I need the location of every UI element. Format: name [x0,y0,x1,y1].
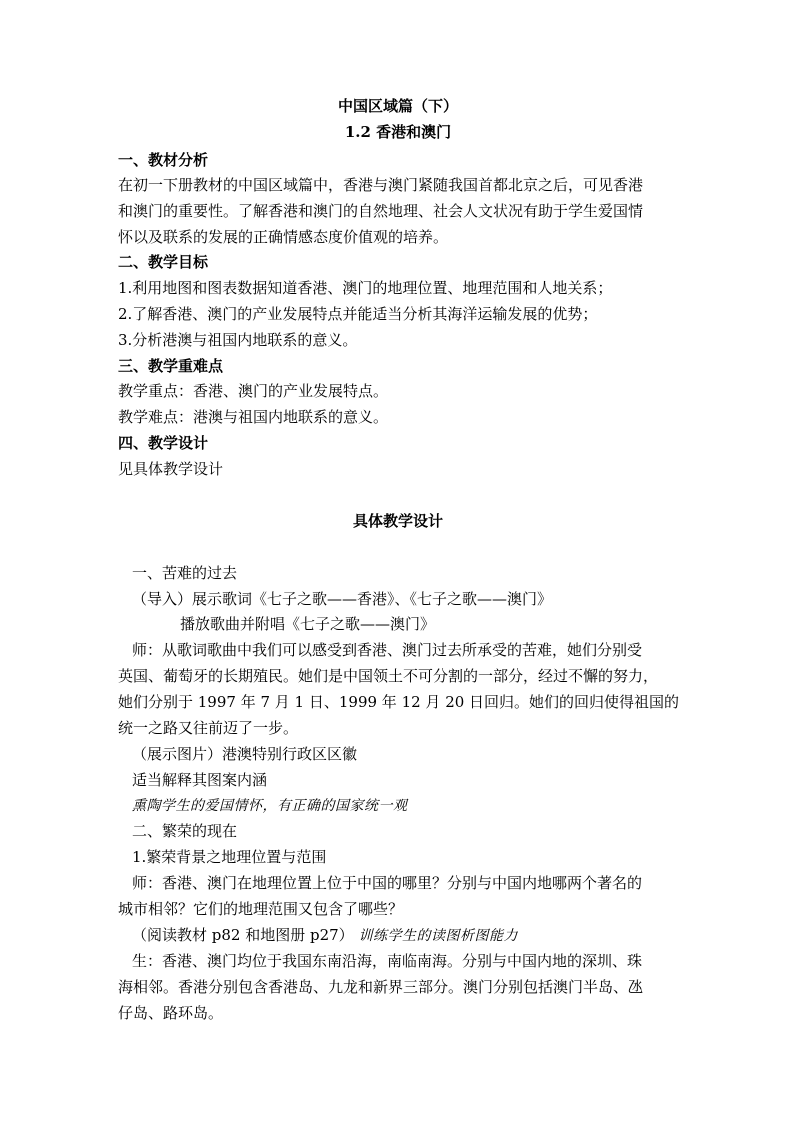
list-item: 3.分析港澳与祖国内地联系的意义。 [118,331,358,349]
paragraph-line: 仔岛、路环岛。 [118,1004,224,1022]
paragraph-line: 城市相邻？它们的地理范围又包含了哪些？ [118,900,404,918]
list-item: 2.了解香港、澳门的产业发展特点并能适当分析其海洋运输发展的优势； [118,305,598,323]
paragraph-line: 和澳门的重要性。了解香港和澳门的自然地理、社会人文状况有助于学生爱国情 [118,202,644,220]
reading-instruction: （阅读教材 p82 和地图册 p27） [132,926,354,944]
paragraph-line: 教学难点：港澳与祖国内地联系的意义。 [118,408,389,426]
paragraph-line: 生：香港、澳门均位于我国东南沿海，南临南海。分别与中国内地的深圳、珠 [132,952,643,970]
teaching-note: 熏陶学生的爱国情怀，有正确的国家统一观 [132,798,408,814]
design-subheading: 1.繁荣背景之地理位置与范围 [132,848,327,866]
paragraph-line: 海相邻。香港分别包含香港岛、九龙和新界三部分。澳门分别包括澳门半岛、氹 [118,978,644,996]
paragraph-line: （导入）展示歌词《七子之歌——香港》、《七子之歌——澳门》 [132,590,553,608]
reading-reference [132,925,518,946]
section-heading-1: 一、教材分析 [118,151,209,169]
doc-title: 中国区域篇（下） [337,97,458,115]
paragraph-line: 教学重点：香港、澳门的产业发展特点。 [118,382,389,400]
paragraph-line: 适当解释其图案内涵 [132,771,268,789]
paragraph-line: 师：从歌词歌曲中我们可以感受到香港、澳门过去所承受的苦难，她们分别受 [132,641,643,659]
design-title: 具体教学设计 [352,512,443,530]
section-heading-3: 三、教学重难点 [118,357,224,375]
paragraph-line: 她们分别于 1997 年 7 月 1 日、1999 年 12 月 20 日回归。她们的回归使得祖国的 [118,693,680,711]
paragraph-line: 怀以及联系的发展的正确情感态度价值观的培养。 [118,228,449,246]
paragraph-line: 英国、葡萄牙的长期殖民。她们是中国领土不可分割的一部分，经过不懈的努力， [118,667,659,685]
design-part-heading: 二、繁荣的现在 [132,822,238,840]
paragraph-line: （展示图片）港澳特别行政区区徽 [132,745,358,763]
section-heading-2: 二、教学目标 [118,253,209,271]
design-part-heading: 一、苦难的过去 [132,564,238,582]
doc-subtitle: 1.2 香港和澳门 [344,123,452,141]
section-heading-4: 四、教学设计 [118,434,209,452]
paragraph-line: 统一之路又往前迈了一步。 [118,719,299,737]
teaching-note: 训练学生的读图析图能力 [358,928,518,944]
paragraph-line: 播放歌曲并附唱《七子之歌——澳门》 [180,615,436,633]
paragraph-line: 在初一下册教材的中国区域篇中，香港与澳门紧随我国首都北京之后，可见香港 [118,176,644,194]
paragraph-line: 师：香港、澳门在地理位置上位于中国的哪里？分别与中国内地哪两个著名的 [132,874,643,892]
paragraph-line: 见具体教学设计 [118,460,224,478]
list-item: 1.利用地图和图表数据知道香港、澳门的地理位置、地理范围和人地关系； [118,279,613,297]
